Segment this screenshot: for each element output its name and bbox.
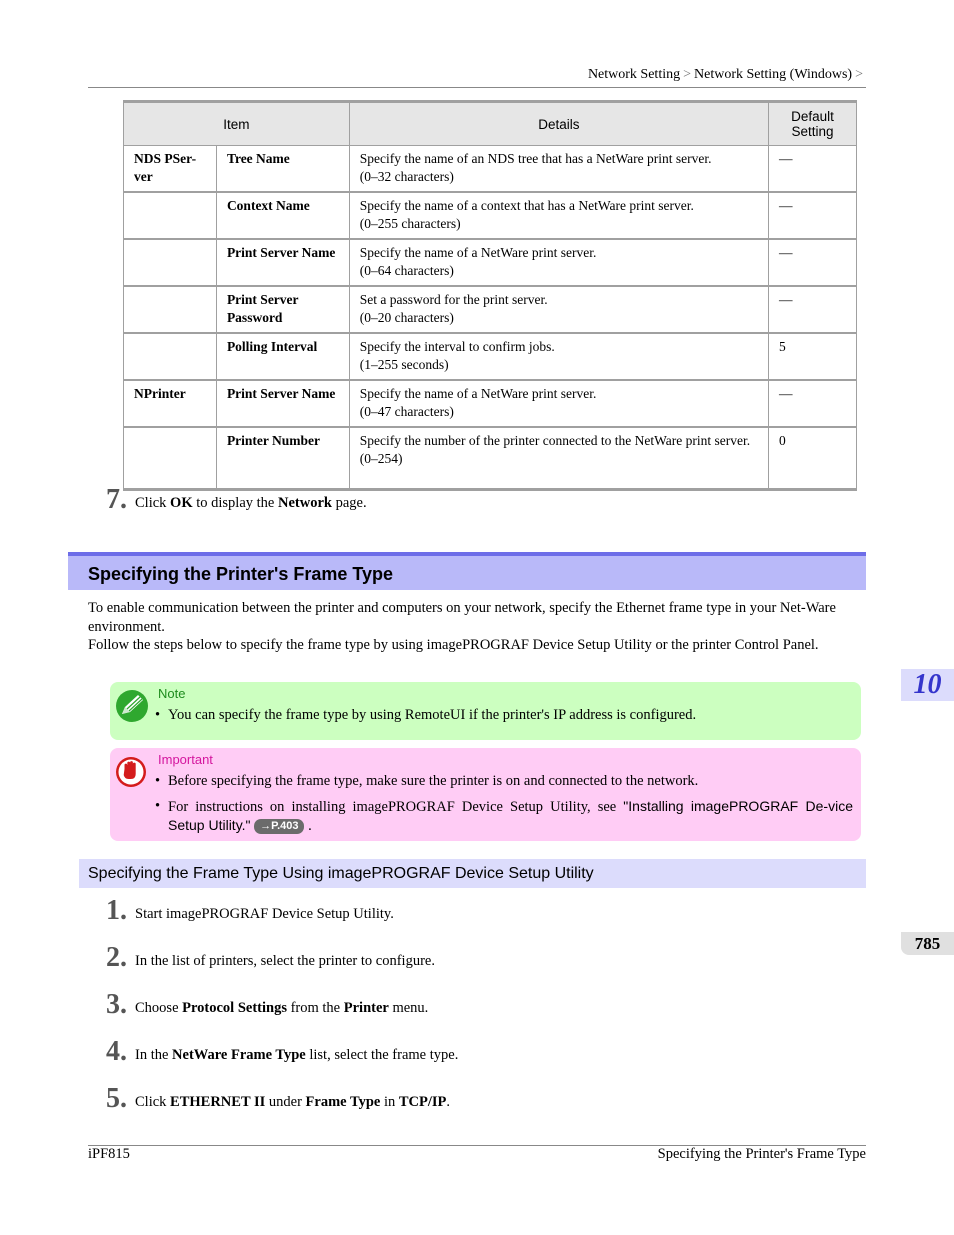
breadcrumb-network-setting[interactable]: Network Setting: [587, 67, 681, 82]
step-tcpip-label: TCP/IP: [398, 1094, 447, 1110]
table-cell-group: NDS PSer-ver: [124, 146, 217, 193]
step-text: [135, 999, 428, 1017]
table-row: [124, 427, 857, 489]
step-text: [135, 494, 367, 512]
table-cell-group: [124, 286, 217, 333]
intro-paragraph: Follow the steps below to specify the frame type by using imagePROGRAF Device Setup Utility or the printer Control Panel.: [88, 637, 819, 653]
details-line: Specify the name of a NetWare print server.: [359, 245, 597, 260]
bullet: •: [155, 707, 161, 723]
step-ethernet-ii-label: ETHERNET II: [170, 1094, 266, 1110]
step-text-part: In the: [135, 1047, 173, 1063]
details-line: Specify the name of an NDS tree that has a NetWare print server.: [359, 151, 712, 166]
table-cell-group: NPrinter: [124, 380, 217, 427]
step-printer-label: Printer: [343, 1000, 389, 1016]
note-label: Note: [158, 686, 186, 701]
table-header-row: [124, 102, 857, 146]
column-header-item: Item: [124, 102, 350, 146]
table-row: [124, 286, 857, 333]
bullet: •: [155, 773, 161, 789]
step-number: 3.: [106, 989, 127, 1020]
header-rule: [88, 87, 866, 88]
table-cell-details: [349, 333, 768, 380]
details-range: (1–255 seconds): [359, 357, 449, 372]
table-cell-details: [349, 239, 768, 286]
table-cell-item: Printer Number: [216, 427, 349, 489]
table-row: [124, 333, 857, 380]
table-cell-item: Print Server Password: [216, 286, 349, 333]
step-number: 5.: [106, 1083, 127, 1114]
step-number: 2.: [106, 942, 127, 973]
step-network-label: Network: [278, 495, 332, 511]
table-cell-default: —: [769, 286, 857, 333]
step-protocol-settings-label: Protocol Settings: [182, 1000, 287, 1016]
important-text: [168, 797, 853, 835]
table-cell-default: —: [769, 239, 857, 286]
breadcrumb-network-setting-windows[interactable]: Network Setting (Windows): [694, 67, 853, 82]
details-range: (0–32 characters): [359, 169, 454, 184]
details-range: (0–255 characters): [359, 216, 461, 231]
note-box: [110, 682, 861, 740]
table-cell-details: [349, 380, 768, 427]
details-line: Specify the number of the printer connected to the NetWare print server.: [359, 433, 751, 448]
subsection-heading: [79, 859, 866, 888]
step-text-part: Click: [135, 495, 171, 511]
step-text-part: to display the: [192, 495, 278, 511]
table-cell-default: 5: [769, 333, 857, 380]
table-cell-group: [124, 239, 217, 286]
column-header-default: Default Setting: [769, 102, 857, 146]
table-cell-item: Print Server Name: [216, 239, 349, 286]
table-row: [124, 192, 857, 239]
step-text-part: under: [265, 1094, 306, 1110]
pencil-icon: [114, 688, 150, 724]
important-label: Important: [158, 752, 213, 767]
table-cell-item: Tree Name: [216, 146, 349, 193]
important-text-part: For instructions on installing imagePROGRAF Device Setup Utility, see: [168, 799, 624, 815]
table-cell-details: [349, 146, 768, 193]
breadcrumb-separator: >: [855, 67, 863, 82]
table-cell-details: [349, 427, 768, 489]
details-range: (0–47 characters): [359, 404, 454, 419]
step-text-part: .: [446, 1094, 450, 1110]
table-cell-details: [349, 192, 768, 239]
settings-table: [123, 100, 857, 491]
step-text-part: page.: [331, 495, 367, 511]
step-text-part: menu.: [388, 1000, 429, 1016]
table-cell-item: Polling Interval: [216, 333, 349, 380]
note-text: You can specify the frame type by using RemoteUI if the printer's IP address is configured.: [168, 707, 697, 723]
footer-model: iPF815: [88, 1146, 130, 1162]
table-row: [124, 146, 857, 193]
table-cell-group: [124, 192, 217, 239]
details-range: (0–254): [359, 451, 403, 466]
step-text: [135, 1093, 450, 1111]
section-title: Specifying the Printer's Frame Type: [88, 564, 394, 584]
table-cell-default: —: [769, 146, 857, 193]
step-number: 1.: [106, 895, 127, 926]
details-range: (0–64 characters): [359, 263, 454, 278]
breadcrumb-separator: >: [683, 67, 691, 82]
hand-stop-icon: [114, 755, 148, 789]
step-text-part: Click: [135, 1094, 171, 1110]
install-utility-link[interactable]: "Installing imagePROGRAF De-vice Setup Utility.": [168, 798, 853, 833]
table-cell-default: —: [769, 380, 857, 427]
details-line: Specify the interval to confirm jobs.: [359, 339, 555, 354]
step-text: In the list of printers, select the printer to configure.: [135, 953, 435, 969]
bullet: •: [155, 798, 161, 814]
step-number: 7.: [106, 484, 127, 515]
step-number: 4.: [106, 1036, 127, 1067]
details-line: Specify the name of a NetWare print server.: [359, 386, 597, 401]
important-text: Before specifying the frame type, make sure the printer is on and connected to the network.: [168, 773, 699, 789]
details-line: Set a password for the print server.: [359, 292, 548, 307]
table-row: [124, 239, 857, 286]
chapter-tab[interactable]: 10: [901, 669, 954, 701]
column-header-details: Details: [349, 102, 768, 146]
step-text-part: in: [380, 1094, 399, 1110]
step-text-part: Choose: [135, 1000, 183, 1016]
important-text-part: .: [304, 818, 312, 834]
table-cell-item: Context Name: [216, 192, 349, 239]
section-heading: [68, 552, 866, 590]
details-range: (0–20 characters): [359, 310, 454, 325]
important-box: [110, 748, 861, 841]
breadcrumb: [588, 67, 866, 83]
step-frame-type-label: Frame Type: [305, 1094, 381, 1110]
table-cell-default: —: [769, 192, 857, 239]
step-text: [135, 1046, 458, 1064]
subsection-title: Specifying the Frame Type Using imagePROGRAF Device Setup Utility: [88, 865, 594, 882]
table-row: [124, 380, 857, 427]
page-reference-badge[interactable]: →P.403: [254, 819, 304, 834]
table-cell-group: [124, 333, 217, 380]
page-number: 785: [901, 932, 954, 955]
details-line: Specify the name of a context that has a NetWare print server.: [359, 198, 694, 213]
step-text: Start imagePROGRAF Device Setup Utility.: [135, 906, 394, 922]
step-frame-type-list-label: NetWare Frame Type: [172, 1047, 306, 1063]
table-cell-details: [349, 286, 768, 333]
footer-section-title: Specifying the Printer's Frame Type: [657, 1146, 866, 1162]
table-cell-default: 0: [769, 427, 857, 489]
step-text-part: from the: [286, 1000, 344, 1016]
step-ok-label: OK: [170, 495, 193, 511]
table-cell-group: [124, 427, 217, 489]
intro-paragraph: To enable communication between the printer and computers on your network, specify the Ethernet frame type in your Net-Ware environment.: [88, 600, 836, 635]
table-cell-item: Print Server Name: [216, 380, 349, 427]
step-text-part: list, select the frame type.: [305, 1047, 459, 1063]
